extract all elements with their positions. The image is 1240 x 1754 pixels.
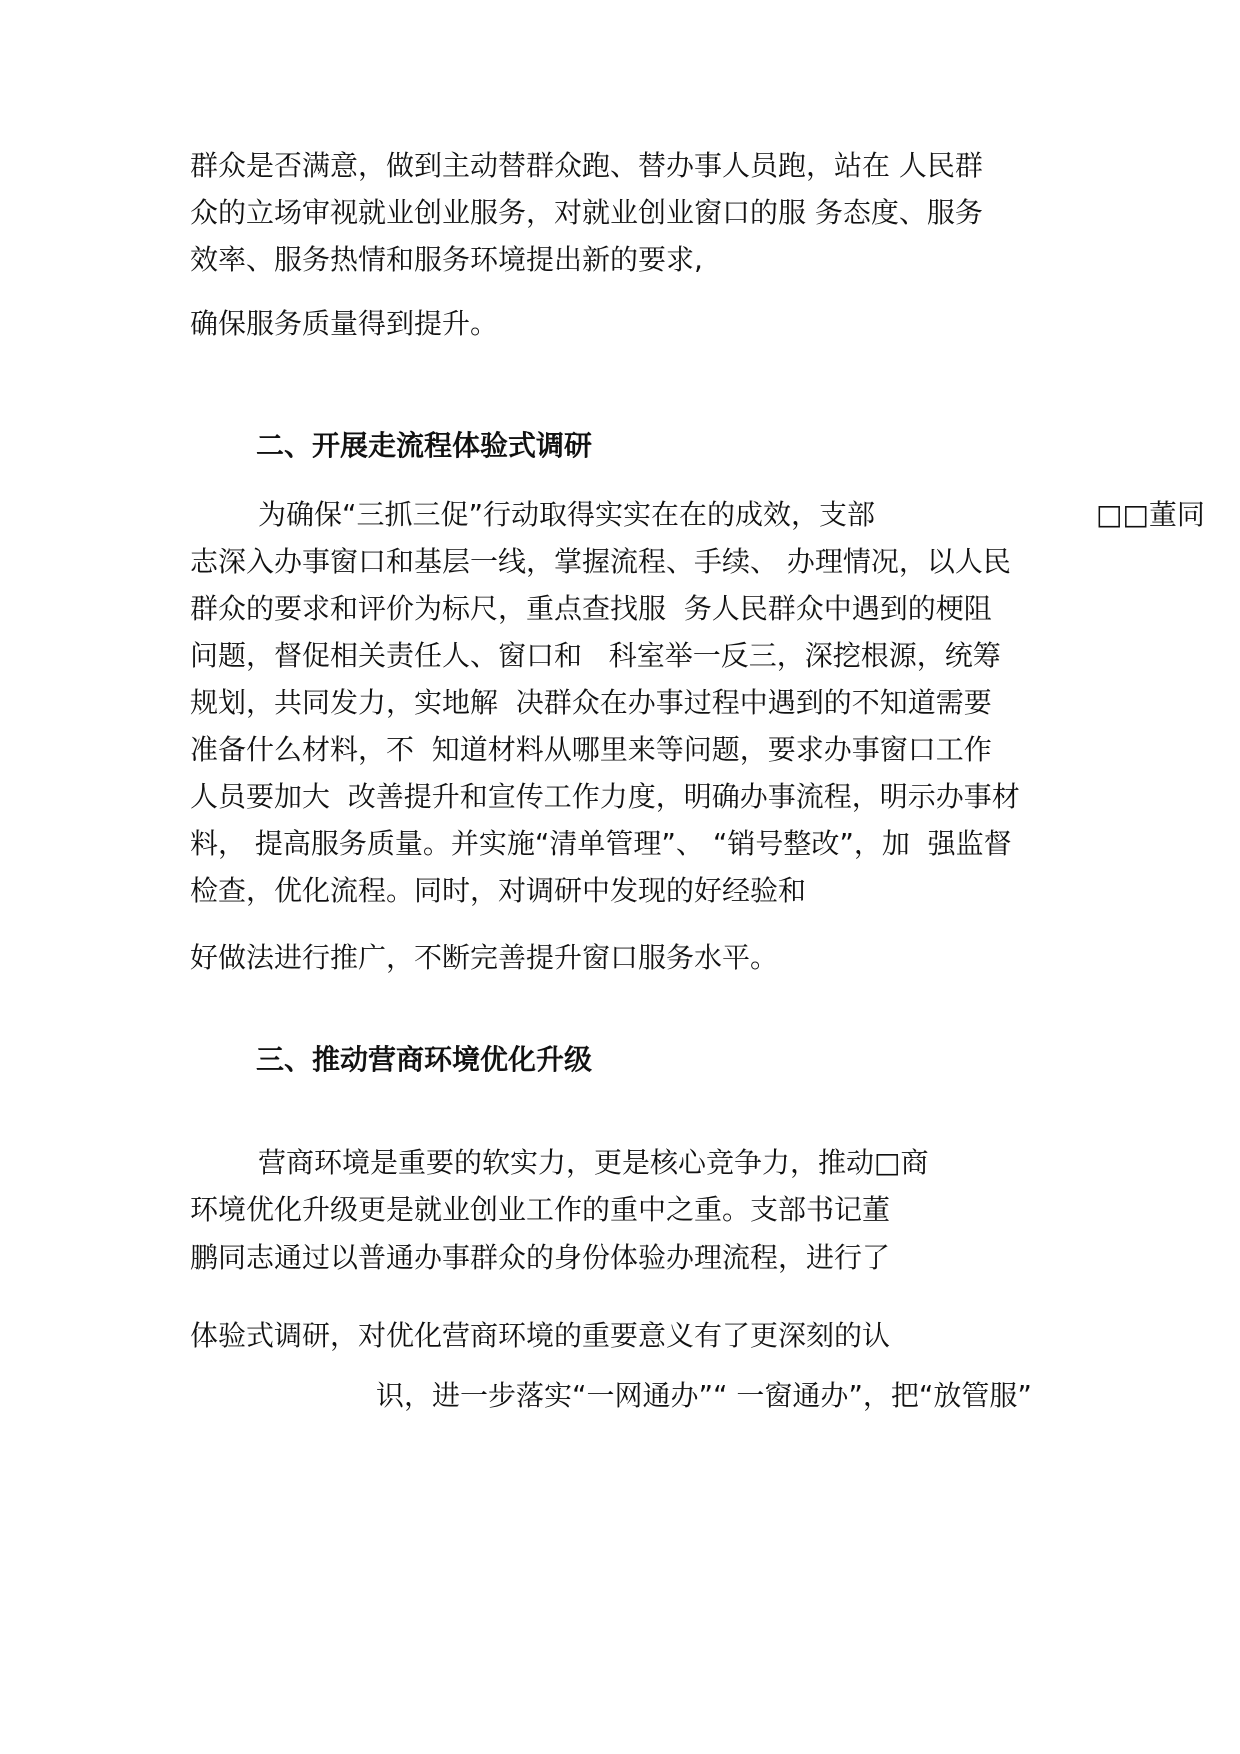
paragraph-line: 体验式调研，对优化营商环境的重要意义有了更深刻的认 <box>190 1319 891 1352</box>
paragraph-line: 检查，优化流程。同时，对调研中发现的好经验和 <box>190 874 807 907</box>
section-heading: 三、推动营商环境优化升级 <box>256 1043 593 1076</box>
paragraph-line: 人员要加大 改善提升和宣传工作力度，明确办事流程，明示办事材 <box>190 780 1020 813</box>
paragraph-line: 为确保“三抓三促”行动取得实实在在的成效，支部 <box>258 498 876 531</box>
paragraph-line: 环境优化升级更是就业创业工作的重中之重。支部书记董 <box>190 1193 891 1226</box>
paragraph-line: 众的立场审视就业创业服务，对就业创业窗口的服 务态度、服务 <box>190 196 983 229</box>
paragraph-line: 规划，共同发力，实地解 决群众在办事过程中遇到的不知道需要 <box>190 686 992 719</box>
paragraph-line: 准备什么材料，不 知道材料从哪里来等问题，要求办事窗口工作 <box>190 733 992 766</box>
paragraph-line: 效率、服务热情和服务环境提出新的要求, <box>190 243 703 276</box>
paragraph-line: 营商环境是重要的软实力，更是核心竞争力，推动□商 <box>258 1146 929 1179</box>
paragraph-line: 问题，督促相关责任人、窗口和 科室举一反三，深挖根源，统筹 <box>190 639 1001 672</box>
paragraph-line: 确保服务质量得到提升。 <box>190 307 499 340</box>
side-note: □□董同 <box>1096 498 1205 531</box>
paragraph-line: 料， 提高服务质量。并实施“清单管理”、 “销号整改”，加 强监督 <box>190 827 1012 860</box>
paragraph-line: 志深入办事窗口和基层一线，掌握流程、手续、 办理情况，以人民 <box>190 545 1011 578</box>
section-heading: 二、开展走流程体验式调研 <box>256 429 593 462</box>
paragraph-line: 群众是否满意，做到主动替群众跑、替办事人员跑，站在 人民群 <box>190 149 983 182</box>
paragraph-line: 鹏同志通过以普通办事群众的身份体验办理流程，进行了 <box>190 1241 891 1274</box>
paragraph-line: 好做法进行推广，不断完善提升窗口服务水平。 <box>190 941 779 974</box>
paragraph-line: 群众的要求和评价为标尺，重点查找服 务人民群众中遇到的梗阻 <box>190 592 992 625</box>
paragraph-line: 识，进一步落实“一网通办”“ 一窗通办”，把“放管服” <box>376 1379 1032 1412</box>
